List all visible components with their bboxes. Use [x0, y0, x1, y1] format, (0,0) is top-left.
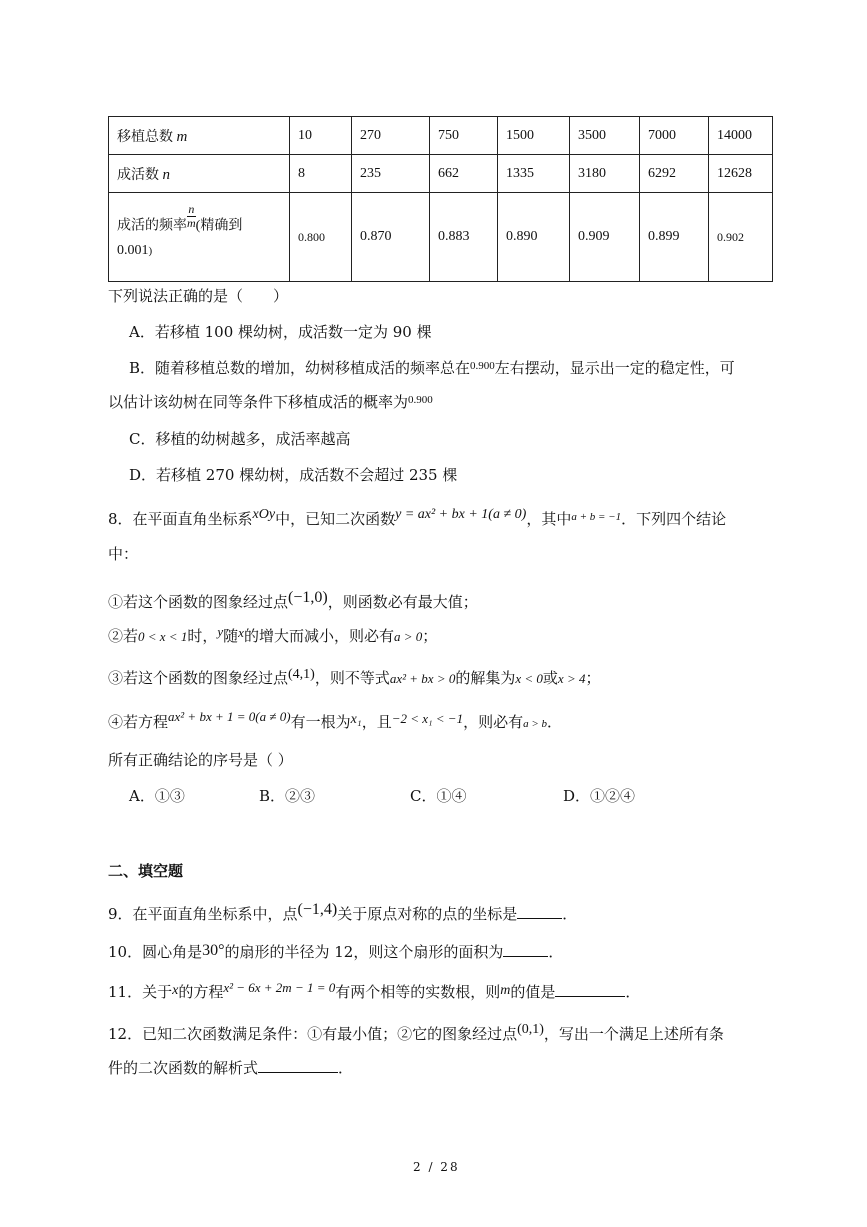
section-title: 二、填空题	[108, 862, 184, 880]
q10-answer-blank[interactable]	[503, 942, 548, 957]
q11-var-x: x	[172, 983, 179, 998]
table-cell: 6292	[640, 155, 709, 193]
q11-equation: x² − 6x + 2m − 1 = 0	[223, 980, 336, 995]
q9-answer-blank[interactable]	[517, 904, 562, 919]
q8-s2-text: 时，	[187, 627, 218, 645]
table-cell: 0.800	[290, 193, 352, 282]
q11-text: ．	[625, 983, 641, 1001]
q8-s3-range2: x > 4	[557, 671, 586, 686]
q11-text: 的值是	[510, 983, 556, 1001]
q8-s2-text: ②若	[108, 627, 139, 645]
q9-text: 9．在平面直角坐标系中，点	[108, 905, 298, 923]
table-cell: 0.870	[352, 193, 430, 282]
q11-text: 11．关于	[108, 983, 173, 1001]
q8-s2-var-x: x	[238, 625, 244, 640]
q8-s2-text: 的增大而减小，则必有	[243, 627, 394, 645]
q8-s4-text: ④若方程	[108, 713, 169, 731]
q8-text: 8．在平面直角坐标系	[108, 510, 253, 528]
q12-text: 12．已知二次函数满足条件：①有最小值；②它的图象经过点	[108, 1025, 518, 1043]
table-cell: 3500	[570, 117, 640, 155]
q8-s3-text: ，则不等式	[314, 669, 390, 687]
q7-option-b-cont	[108, 392, 433, 414]
q8-s2-var-y: y	[217, 624, 224, 639]
table-cell: 270	[352, 117, 430, 155]
q8-option-a: A．①③	[129, 787, 185, 805]
q8-option-c: C．①④	[410, 787, 467, 805]
q8-coord-system: xOy	[252, 507, 276, 522]
q11-text: 有两个相等的实数根，则	[335, 983, 501, 1001]
table-cell: 0.883	[430, 193, 498, 282]
q11-text: 的方程	[178, 983, 224, 1001]
q12-cont	[108, 1058, 353, 1078]
q12-answer-blank[interactable]	[258, 1058, 338, 1073]
q8-s2-result: a > 0	[393, 629, 423, 644]
q10	[108, 942, 563, 963]
row-label-note: (精确到	[195, 218, 243, 234]
row-label-precision: 0.001	[117, 242, 149, 258]
q8-s3-text: 的解集为	[455, 669, 516, 687]
q8-stem	[108, 509, 726, 531]
table-cell: 662	[430, 155, 498, 193]
table-row	[109, 117, 773, 155]
q10-angle: 30°	[202, 942, 225, 959]
table-cell: 14000	[709, 117, 773, 155]
q8-text: 中，已知二次函数	[275, 510, 396, 528]
row-var: m	[176, 128, 188, 145]
q7-option-b	[129, 358, 735, 380]
q8-s4-text: ．	[547, 713, 563, 731]
page-number: 2 / 28	[413, 1160, 460, 1174]
row-header	[109, 155, 290, 193]
row-label: 移植总数	[117, 129, 173, 145]
q8-s1-text: ①若这个函数的图象经过点	[108, 593, 289, 611]
q7-option-d: D．若移植 270 棵幼树，成活数不会超过 235 棵	[129, 466, 458, 484]
row-label-close: )	[148, 244, 153, 257]
q12-text: ．	[338, 1059, 354, 1077]
row-header	[109, 193, 290, 282]
q7-stem: 下列说法正确的是（ ）	[108, 287, 289, 305]
q8-statement-2	[108, 626, 437, 647]
q9	[108, 901, 578, 925]
q12-text: ，写出一个满足上述所有条	[543, 1025, 724, 1043]
q8-ask: 所有正确结论的序号是（ ）	[108, 751, 293, 769]
row-label: 成活数	[117, 167, 159, 183]
table-cell: 235	[352, 155, 430, 193]
q8-text: ．下列四个结论	[621, 510, 727, 528]
q8-s4-condition: −2 < x₁ < −1	[391, 711, 464, 726]
q7-option-b-text: B．随着移植总数的增加，幼树移植成活的频率总在	[129, 359, 471, 377]
q8-statement-1	[108, 589, 478, 613]
q8-s2-text: ；	[422, 627, 438, 645]
q8-option-b: B．②③	[259, 787, 316, 805]
q8-option-d: D．①②④	[563, 787, 636, 805]
q8-stem-cont: 中：	[108, 545, 139, 563]
table-cell: 0.902	[709, 193, 773, 282]
q8-s3-range1: x < 0	[515, 671, 543, 686]
q10-text: 10．圆心角是	[108, 943, 203, 961]
q8-s3-text: 或	[542, 669, 558, 687]
q11-var-m: m	[500, 983, 511, 998]
table-cell: 3180	[570, 155, 640, 193]
table-cell: 0.899	[640, 193, 709, 282]
q8-statement-3	[108, 668, 600, 690]
q8-function: y = ax² + bx + 1(a ≠ 0)	[395, 507, 527, 522]
q8-s4-text: ，且	[361, 713, 392, 731]
q8-statement-4	[108, 709, 563, 734]
q7-option-b-value2: 0.900	[408, 394, 433, 406]
table-cell: 8	[290, 155, 352, 193]
q8-s3-point: (4,1)	[288, 667, 315, 682]
q8-s4-equation: ax² + bx + 1 = 0(a ≠ 0)	[168, 709, 291, 724]
table-row	[109, 155, 773, 193]
q8-s4-result: a > b	[523, 718, 548, 730]
fraction-denominator: m	[187, 215, 196, 230]
q9-text: 关于原点对称的点的坐标是	[337, 905, 518, 923]
table-cell: 1335	[498, 155, 570, 193]
q11	[108, 982, 640, 1004]
row-label: 成活的频率	[117, 218, 187, 234]
fraction-numerator: n	[188, 201, 195, 216]
table-cell: 7000	[640, 117, 709, 155]
q8-s3-text: ；	[585, 669, 601, 687]
q7-option-c: C．移植的幼树越多，成活率越高	[129, 430, 351, 448]
q8-s4-text: 有一根为	[290, 713, 351, 731]
q12-point: (0,1)	[517, 1022, 544, 1037]
q8-s1-point: (−1,0)	[288, 589, 328, 606]
q8-s3-text: ③若这个函数的图象经过点	[108, 669, 289, 687]
row-header	[109, 117, 290, 155]
q10-text: ．	[548, 943, 564, 961]
table-cell: 0.890	[498, 193, 570, 282]
q7-option-b-text2: 左右摆动，显示出一定的稳定性，可	[494, 359, 735, 377]
table-cell: 10	[290, 117, 352, 155]
q12	[108, 1024, 724, 1046]
q7-option-b-text3: 以估计该幼树在同等条件下移植成活的概率为	[108, 393, 409, 411]
q9-text: ．	[562, 905, 578, 923]
q8-s1-text2: ，则函数必有最大值；	[327, 593, 478, 611]
table-row	[109, 193, 773, 282]
q10-text: 的扇形的半径为 12，则这个扇形的面积为	[224, 943, 504, 961]
q11-answer-blank[interactable]	[555, 982, 625, 997]
survival-rate-table	[108, 116, 773, 282]
q7-option-a: A．若移植 100 棵幼树，成活数一定为 90 棵	[129, 323, 432, 341]
row-var: n	[162, 166, 170, 183]
table-cell: 750	[430, 117, 498, 155]
q7-option-b-value: 0.900	[470, 360, 495, 372]
table-cell: 1500	[498, 117, 570, 155]
q8-s3-inequality: ax² + bx > 0	[389, 671, 456, 686]
table-cell: 0.909	[570, 193, 640, 282]
q8-s2-condition: 0 < x < 1	[138, 629, 188, 644]
fraction	[187, 203, 196, 230]
q8-s2-text: 随	[223, 627, 239, 645]
table-cell: 12628	[709, 155, 773, 193]
q12-text: 件的二次函数的解析式	[108, 1059, 259, 1077]
q9-point: (−1,4)	[297, 901, 338, 918]
q8-text: ，其中	[526, 510, 572, 528]
q8-s4-text: ，则必有	[463, 713, 524, 731]
q8-s4-root: x₁	[350, 712, 362, 727]
q8-condition: a + b = −1	[571, 511, 622, 523]
